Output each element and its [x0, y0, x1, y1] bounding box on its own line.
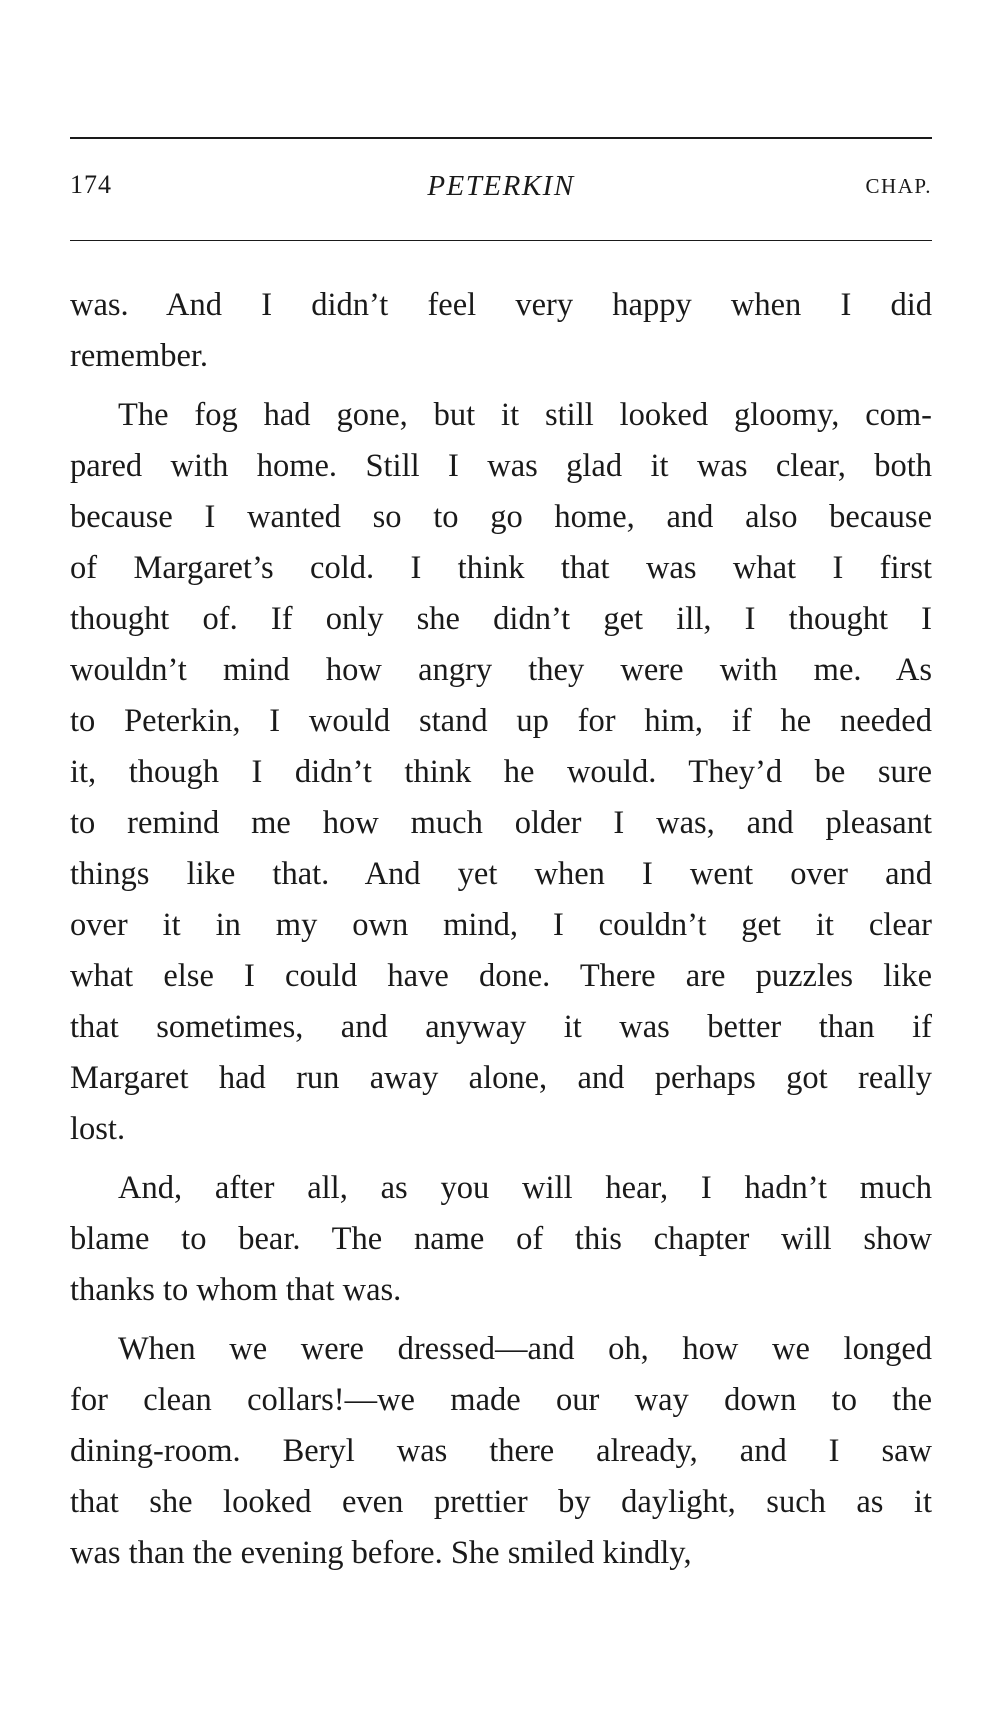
text-line: dining-room. Beryl was there already, and I saw [70, 1433, 932, 1469]
text-line: And, after all, as you will hear, I hadn’t much [118, 1170, 932, 1206]
chapter-label: CHAP. [865, 174, 932, 198]
text-line: to remind me how much older I was, and pleasant [70, 805, 932, 841]
text-line: of Margaret’s cold. I think that was what I first [70, 550, 932, 586]
running-head [70, 170, 932, 210]
text-line: When we were dressed—and oh, how we longed [118, 1331, 932, 1367]
paragraph [70, 390, 932, 1155]
paragraph [70, 280, 932, 382]
text-line: thought of. If only she didn’t get ill, I thought I [70, 601, 932, 637]
paragraph-gap [70, 382, 932, 390]
book-title: PETERKIN [427, 170, 575, 202]
text-line: remember. [70, 338, 209, 374]
text-line: blame to bear. The name of this chapter will show [70, 1221, 932, 1257]
text-line: was. And I didn’t feel very happy when I did [70, 287, 932, 323]
text-line: it, though I didn’t think he would. They’d be sure [70, 754, 932, 790]
text-line: what else I could have done. There are puzzles like [70, 958, 932, 994]
text-line: was than the evening before. She smiled kindly, [70, 1535, 692, 1571]
header-rule-bottom [70, 240, 932, 241]
header-rule-top [70, 137, 932, 139]
text-line: wouldn’t mind how angry they were with me. As [70, 652, 932, 688]
paragraph [70, 1163, 932, 1316]
text-line: to Peterkin, I would stand up for him, if he needed [70, 703, 932, 739]
paragraph-gap [70, 1316, 932, 1324]
text-line: pared with home. Still I was glad it was clear, both [70, 448, 932, 484]
text-line: that sometimes, and anyway it was better than if [70, 1009, 932, 1045]
text-line: because I wanted so to go home, and also because [70, 499, 932, 535]
text-line: Margaret had run away alone, and perhaps got really [70, 1060, 932, 1096]
paragraph-gap [70, 1155, 932, 1163]
text-line: lost. [70, 1111, 126, 1147]
body-text [70, 280, 932, 1579]
text-line: thanks to whom that was. [70, 1272, 402, 1308]
text-line: for clean collars!—we made our way down to the [70, 1382, 932, 1418]
text-line: things like that. And yet when I went over and [70, 856, 932, 892]
text-line: that she looked even prettier by daylight, such as it [70, 1484, 932, 1520]
text-line: over it in my own mind, I couldn’t get it clear [70, 907, 932, 943]
text-line: The fog had gone, but it still looked gloomy, com- [118, 397, 932, 433]
page-number: 174 [70, 170, 112, 199]
paragraph [70, 1324, 932, 1579]
